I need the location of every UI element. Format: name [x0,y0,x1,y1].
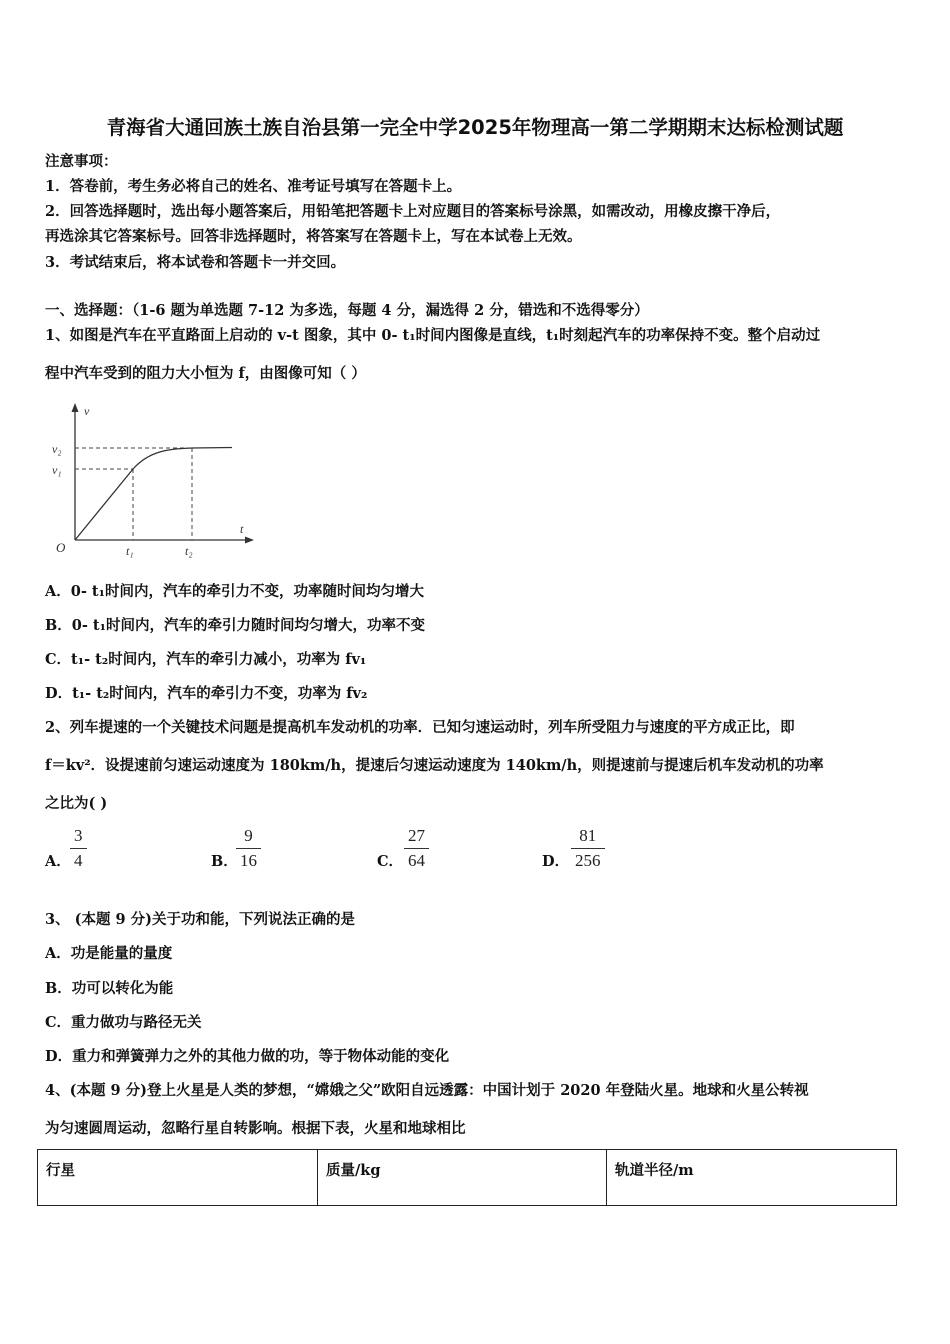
notice-heading: 注意事项： [45,153,118,170]
q1-option-c: C．t₁- t₂时间内，汽车的牵引力减小，功率为 fv₁ [45,651,367,668]
v2-label: v₂ [52,442,62,456]
q4-stem-line1: 4、(本题 9 分)登上火星是人类的梦想，“嫦娥之父”欧阳自远透露：中国计划于 2020 年登陆火星。地球和火星公转视 [45,1082,809,1099]
q2-option-c-fraction: 27 64 [404,826,429,871]
q2-option-b-label: B． [211,853,238,870]
q3-option-c: C．重力做功与路径无关 [45,1014,202,1031]
q2-option-d-fraction: 81 256 [571,826,605,871]
t1-label: t₁ [126,544,134,558]
q4-stem-line2: 为匀速圆周运动，忽略行星自转影响。根据下表，火星和地球相比 [45,1120,466,1137]
table-header-radius: 轨道半径/m [607,1150,897,1206]
q3-option-b: B．功可以转化为能 [45,980,174,997]
t-axis-label: t [240,522,244,536]
page-title: 青海省大通回族土族自治县第一完全中学2025年物理高一第二学期期末达标检测试题 [106,116,844,139]
q2-option-c-label: C． [377,853,404,870]
velocity-time-graph [40,395,260,560]
notice-item: 1．答卷前，考生务必将自己的姓名、准考证号填写在答题卡上。 [45,178,462,195]
q2-option-d-label: D． [542,853,570,870]
notice-item: 再选涂其它答案标号。回答非选择题时，将答案写在答题卡上，写在本试卷上无效。 [45,228,582,245]
table-header-planet: 行星 [38,1150,318,1206]
q1-option-a: A．0- t₁时间内，汽车的牵引力不变，功率随时间均匀增大 [45,583,424,600]
q2-stem-line2: f＝kv²．设提速前匀速运动速度为 180km/h，提速后匀速运动速度为 140km/h，则提速前与提速后机车发动机的功率 [45,757,824,774]
q2-stem-line1: 2、列车提速的一个关键技术问题是提高机车发动机的功率．已知匀速运动时，列车所受阻力与速度的平方成正比，即 [45,719,795,736]
q3-option-d: D．重力和弹簧弹力之外的其他力做的功，等于物体动能的变化 [45,1048,450,1065]
q1-stem-line1: 1、如图是汽车在平直路面上启动的 v-t 图象，其中 0- t₁时间内图像是直线，t₁时刻起汽车的功率保持不变。整个启动过 [45,327,821,344]
table-row [38,1150,897,1206]
planet-table [37,1149,897,1206]
q2-stem-line3: 之比为( ) [45,795,108,812]
v1-label: v₁ [52,463,62,477]
q3-stem: 3、 (本题 9 分)关于功和能，下列说法正确的是 [45,911,356,928]
q2-option-b-fraction: 9 16 [236,826,261,871]
q2-option-a-fraction: 3 4 [70,826,87,871]
q1-option-d: D．t₁- t₂时间内，汽车的牵引力不变，功率为 fv₂ [45,685,368,702]
notice-item: 2．回答选择题时，选出每小题答案后，用铅笔把答题卡上对应题目的答案标号涂黑，如需改动，用橡皮擦干净后， [45,203,781,220]
notice-item: 3．考试结束后，将本试卷和答题卡一并交回。 [45,254,346,271]
origin-label: O [56,540,66,555]
t2-label: t₂ [185,544,193,558]
q2-option-a-label: A． [45,853,71,870]
q1-stem-line2: 程中汽车受到的阻力大小恒为 f，由图像可知（ ） [45,365,366,382]
q3-option-a: A．功是能量的量度 [45,945,173,962]
section-heading: 一、选择题：（1-6 题为单选题 7-12 为多选，每题 4 分，漏选得 2 分，错选和不选得零分） [45,302,649,319]
q1-option-b: B．0- t₁时间内，汽车的牵引力随时间均匀增大，功率不变 [45,617,425,634]
table-header-mass: 质量/kg [318,1150,607,1206]
v-axis-label: v [84,404,90,418]
